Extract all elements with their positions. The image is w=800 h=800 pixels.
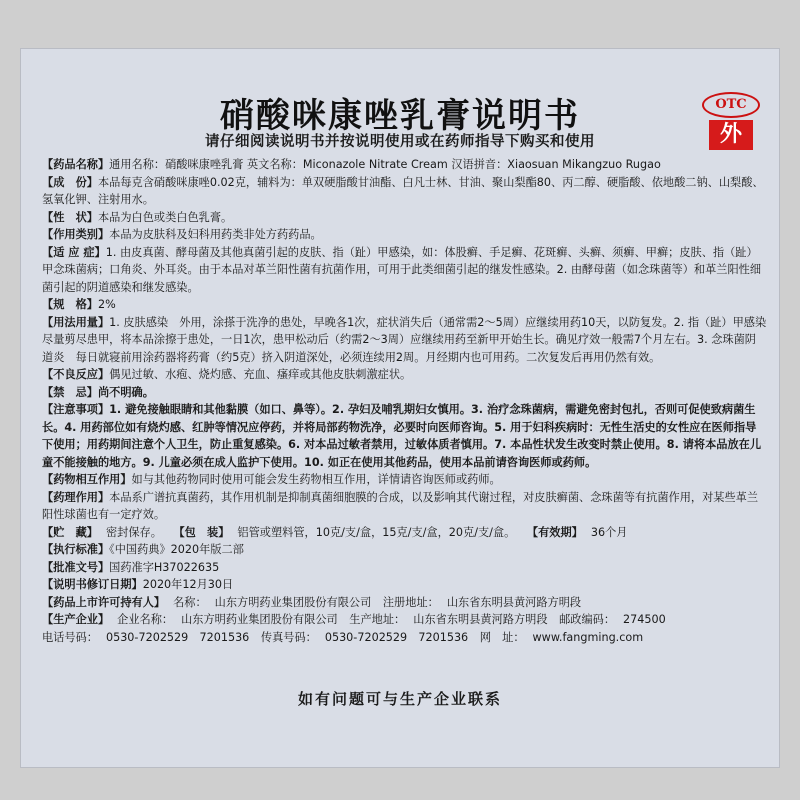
postal-code: 274500 bbox=[623, 613, 666, 626]
section-label: 【适 应 症】 bbox=[42, 245, 106, 259]
section-label: 【注意事项】 bbox=[42, 403, 110, 416]
section-precautions bbox=[42, 401, 767, 471]
section-label: 【生产企业】 bbox=[42, 613, 110, 626]
mah-address: 山东省东明县黄河路方明段 bbox=[446, 595, 582, 609]
section-text: 密封保存。 bbox=[105, 525, 162, 539]
section-label: 【禁 忌】 bbox=[42, 385, 98, 399]
page-title: 硝酸咪康唑乳膏说明书 bbox=[220, 96, 580, 136]
section-category bbox=[42, 226, 767, 244]
section-text: 如与其他药物同时使用可能会发生药物相互作用，详情请咨询医师或药师。 bbox=[131, 473, 501, 486]
mah-name-label: 名称： bbox=[173, 595, 207, 609]
section-label: 【用法用量】 bbox=[42, 315, 110, 329]
section-label: 【药物相互作用】 bbox=[42, 473, 132, 486]
phone-number: 0530-7202529 7201536 bbox=[105, 630, 250, 644]
section-contraindications bbox=[42, 384, 767, 402]
mah-address-label: 注册地址： bbox=[382, 595, 439, 609]
section-text: 国药准字H37022635 bbox=[109, 560, 220, 574]
website-url: www.fangming.com bbox=[532, 630, 644, 644]
section-standard bbox=[42, 541, 767, 559]
manufacturer-address: 山东省东明县黄河路方明段 bbox=[413, 613, 548, 626]
website-label: 网 址： bbox=[479, 630, 525, 644]
section-approval bbox=[42, 559, 767, 577]
fax-number: 0530-7202529 7201536 bbox=[324, 630, 469, 644]
phone-label: 电话号码： bbox=[42, 630, 98, 644]
section-specification bbox=[42, 296, 767, 314]
section-properties bbox=[42, 209, 767, 227]
storage-group bbox=[42, 526, 162, 539]
section-text: 1. 避免接触眼睛和其他黏膜（如口、鼻等）。2. 孕妇及哺乳期妇女慎用。3. 治疗念珠菌病，需避免密封包扎，否则可促使致病菌生长。4. 用药部位如有烧灼感、红肿等情况应停药，并将局部药物洗净，必要时向医师咨询。5. 用于妇科疾病时：无性生活史的女性应在医师指导下使用；用药期间注意个人卫生，防止重复感染。6. 对本品过敏者禁用，过敏体质者慎用。7. 本品性状发生改变时禁止使用。8. 请将本品放在儿童不能接触的地方。9. 儿童必须在成人监护下使用。10. 如正在使用其他药品，使用本品前请咨询医师或药师。 bbox=[42, 403, 762, 469]
mah-name: 山东方明药业集团股份有限公司 bbox=[214, 595, 372, 609]
section-label: 【药品名称】 bbox=[42, 158, 110, 171]
section-text: 本品为白色或类白色乳膏。 bbox=[97, 210, 233, 224]
section-adverse-reactions bbox=[42, 366, 767, 384]
section-text: 本品每克含硝酸咪康唑0.02克，辅料为：单双硬脂酸甘油酯、白凡士林、甘油、聚山梨酯80、丙二醇、硬脂酸、依地酸二钠、山梨酸、氢氧化钾、注射用水。 bbox=[42, 175, 764, 206]
manufacturer-address-label: 生产地址： bbox=[349, 613, 406, 626]
manufacturer-name: 山东方明药业集团股份有限公司 bbox=[181, 613, 338, 626]
section-dosage bbox=[42, 314, 778, 367]
validity-group bbox=[527, 526, 628, 539]
leaflet-sheet bbox=[20, 48, 780, 768]
section-pharmacology bbox=[42, 489, 767, 524]
section-ingredients bbox=[42, 174, 767, 209]
manufacturer-name-label: 企业名称： bbox=[117, 613, 174, 626]
leaflet-content bbox=[42, 156, 778, 646]
section-label: 【包 装】 bbox=[173, 525, 230, 539]
section-text: 36个月 bbox=[590, 525, 628, 539]
section-label: 【性 状】 bbox=[42, 210, 98, 224]
section-contact bbox=[42, 629, 767, 647]
section-label: 【规 格】 bbox=[42, 298, 98, 311]
postal-code-label: 邮政编码： bbox=[559, 613, 616, 626]
section-interactions bbox=[42, 471, 767, 489]
section-text: 偶见过敏、水疱、烧灼感、充血、瘙痒或其他皮肤刺激症状。 bbox=[109, 368, 412, 381]
fax-label: 传真号码： bbox=[260, 630, 317, 644]
section-manufacturer bbox=[42, 611, 767, 629]
section-text: 尚不明确。 bbox=[97, 385, 154, 399]
page-subtitle: 请仔细阅读说明书并按说明使用或在药师指导下购买和使用 bbox=[205, 134, 595, 150]
section-revision-date bbox=[42, 576, 767, 594]
section-label: 【说明书修订日期】 bbox=[42, 578, 143, 591]
section-label: 【有效期】 bbox=[526, 525, 583, 539]
section-indications bbox=[42, 244, 767, 297]
section-text: 本品系广谱抗真菌药，其作用机制是抑制真菌细胞膜的合成，以及影响其代谢过程，对皮肤癣菌、念珠菌等有抗菌作用，对某些革兰阳性球菌也有一定疗效。 bbox=[42, 490, 759, 521]
section-label: 【作用类别】 bbox=[42, 228, 110, 241]
section-mah bbox=[42, 594, 767, 612]
section-text: 2% bbox=[97, 298, 116, 311]
section-text: 1. 皮肤感染 外用，涂搽于洗净的患处，早晚各1次，症状消失后（通常需2～5周）应继续用药10天，以防复发。2. 指（趾）甲感染 尽量剪尽患甲，将本品涂擦于患处，一日1次，患甲松动后（约需2～3周）应继续用药至新甲开始生长。确见疗效一般需7个月左右。3. 念珠菌阴道炎 每日就寝前用涂药器将药膏（约5克）挤入阴道深处，必须连续用2周。月经期内也可用药。二次复发后再用仍然有效。 bbox=[42, 315, 778, 364]
section-label: 【批准文号】 bbox=[42, 560, 110, 574]
section-text: 1. 由皮真菌、酵母菌及其他真菌引起的皮肤、指（趾）甲感染，如：体股癣、手足癣、花斑癣、头癣、须癣、甲癣；皮肤、指（趾）甲念珠菌病；口角炎、外耳炎。由于本品对革兰阳性菌有抗菌作用，可用于此类细菌引起的继发性感染。2. 由酵母菌（如念珠菌等）和革兰阳性细菌引起的阴道感染和继发感染。 bbox=[42, 245, 762, 294]
section-label: 【执行标准】 bbox=[42, 543, 110, 556]
section-text: 通用名称：硝酸咪康唑乳膏 英文名称：Miconazole Nitrate Cream 汉语拼音：Xiaosuan Mikangzuo Rugao bbox=[109, 158, 661, 171]
section-text: 铝管或塑料管，10克/支/盒，15克/支/盒，20克/支/盒。 bbox=[237, 525, 516, 539]
section-label: 【贮 藏】 bbox=[42, 525, 98, 539]
section-storage-packaging bbox=[42, 524, 767, 542]
footer-contact-note: 如有问题可与生产企业联系 bbox=[297, 690, 502, 708]
section-text: 《中国药典》2020年版二部 bbox=[109, 543, 244, 556]
external-use-mark: 外 bbox=[709, 120, 753, 150]
section-text: 2020年12月30日 bbox=[142, 578, 234, 591]
section-label: 【药品上市许可持有人】 bbox=[42, 595, 166, 609]
section-drug-name bbox=[42, 156, 767, 174]
section-label: 【成 份】 bbox=[42, 175, 98, 189]
section-label: 【药理作用】 bbox=[42, 490, 110, 504]
otc-logo-icon: OTC bbox=[702, 92, 760, 118]
packaging-group bbox=[173, 526, 515, 539]
section-label: 【不良反应】 bbox=[42, 368, 110, 381]
section-text: 本品为皮肤科及妇科用药类非处方药药品。 bbox=[109, 228, 322, 241]
